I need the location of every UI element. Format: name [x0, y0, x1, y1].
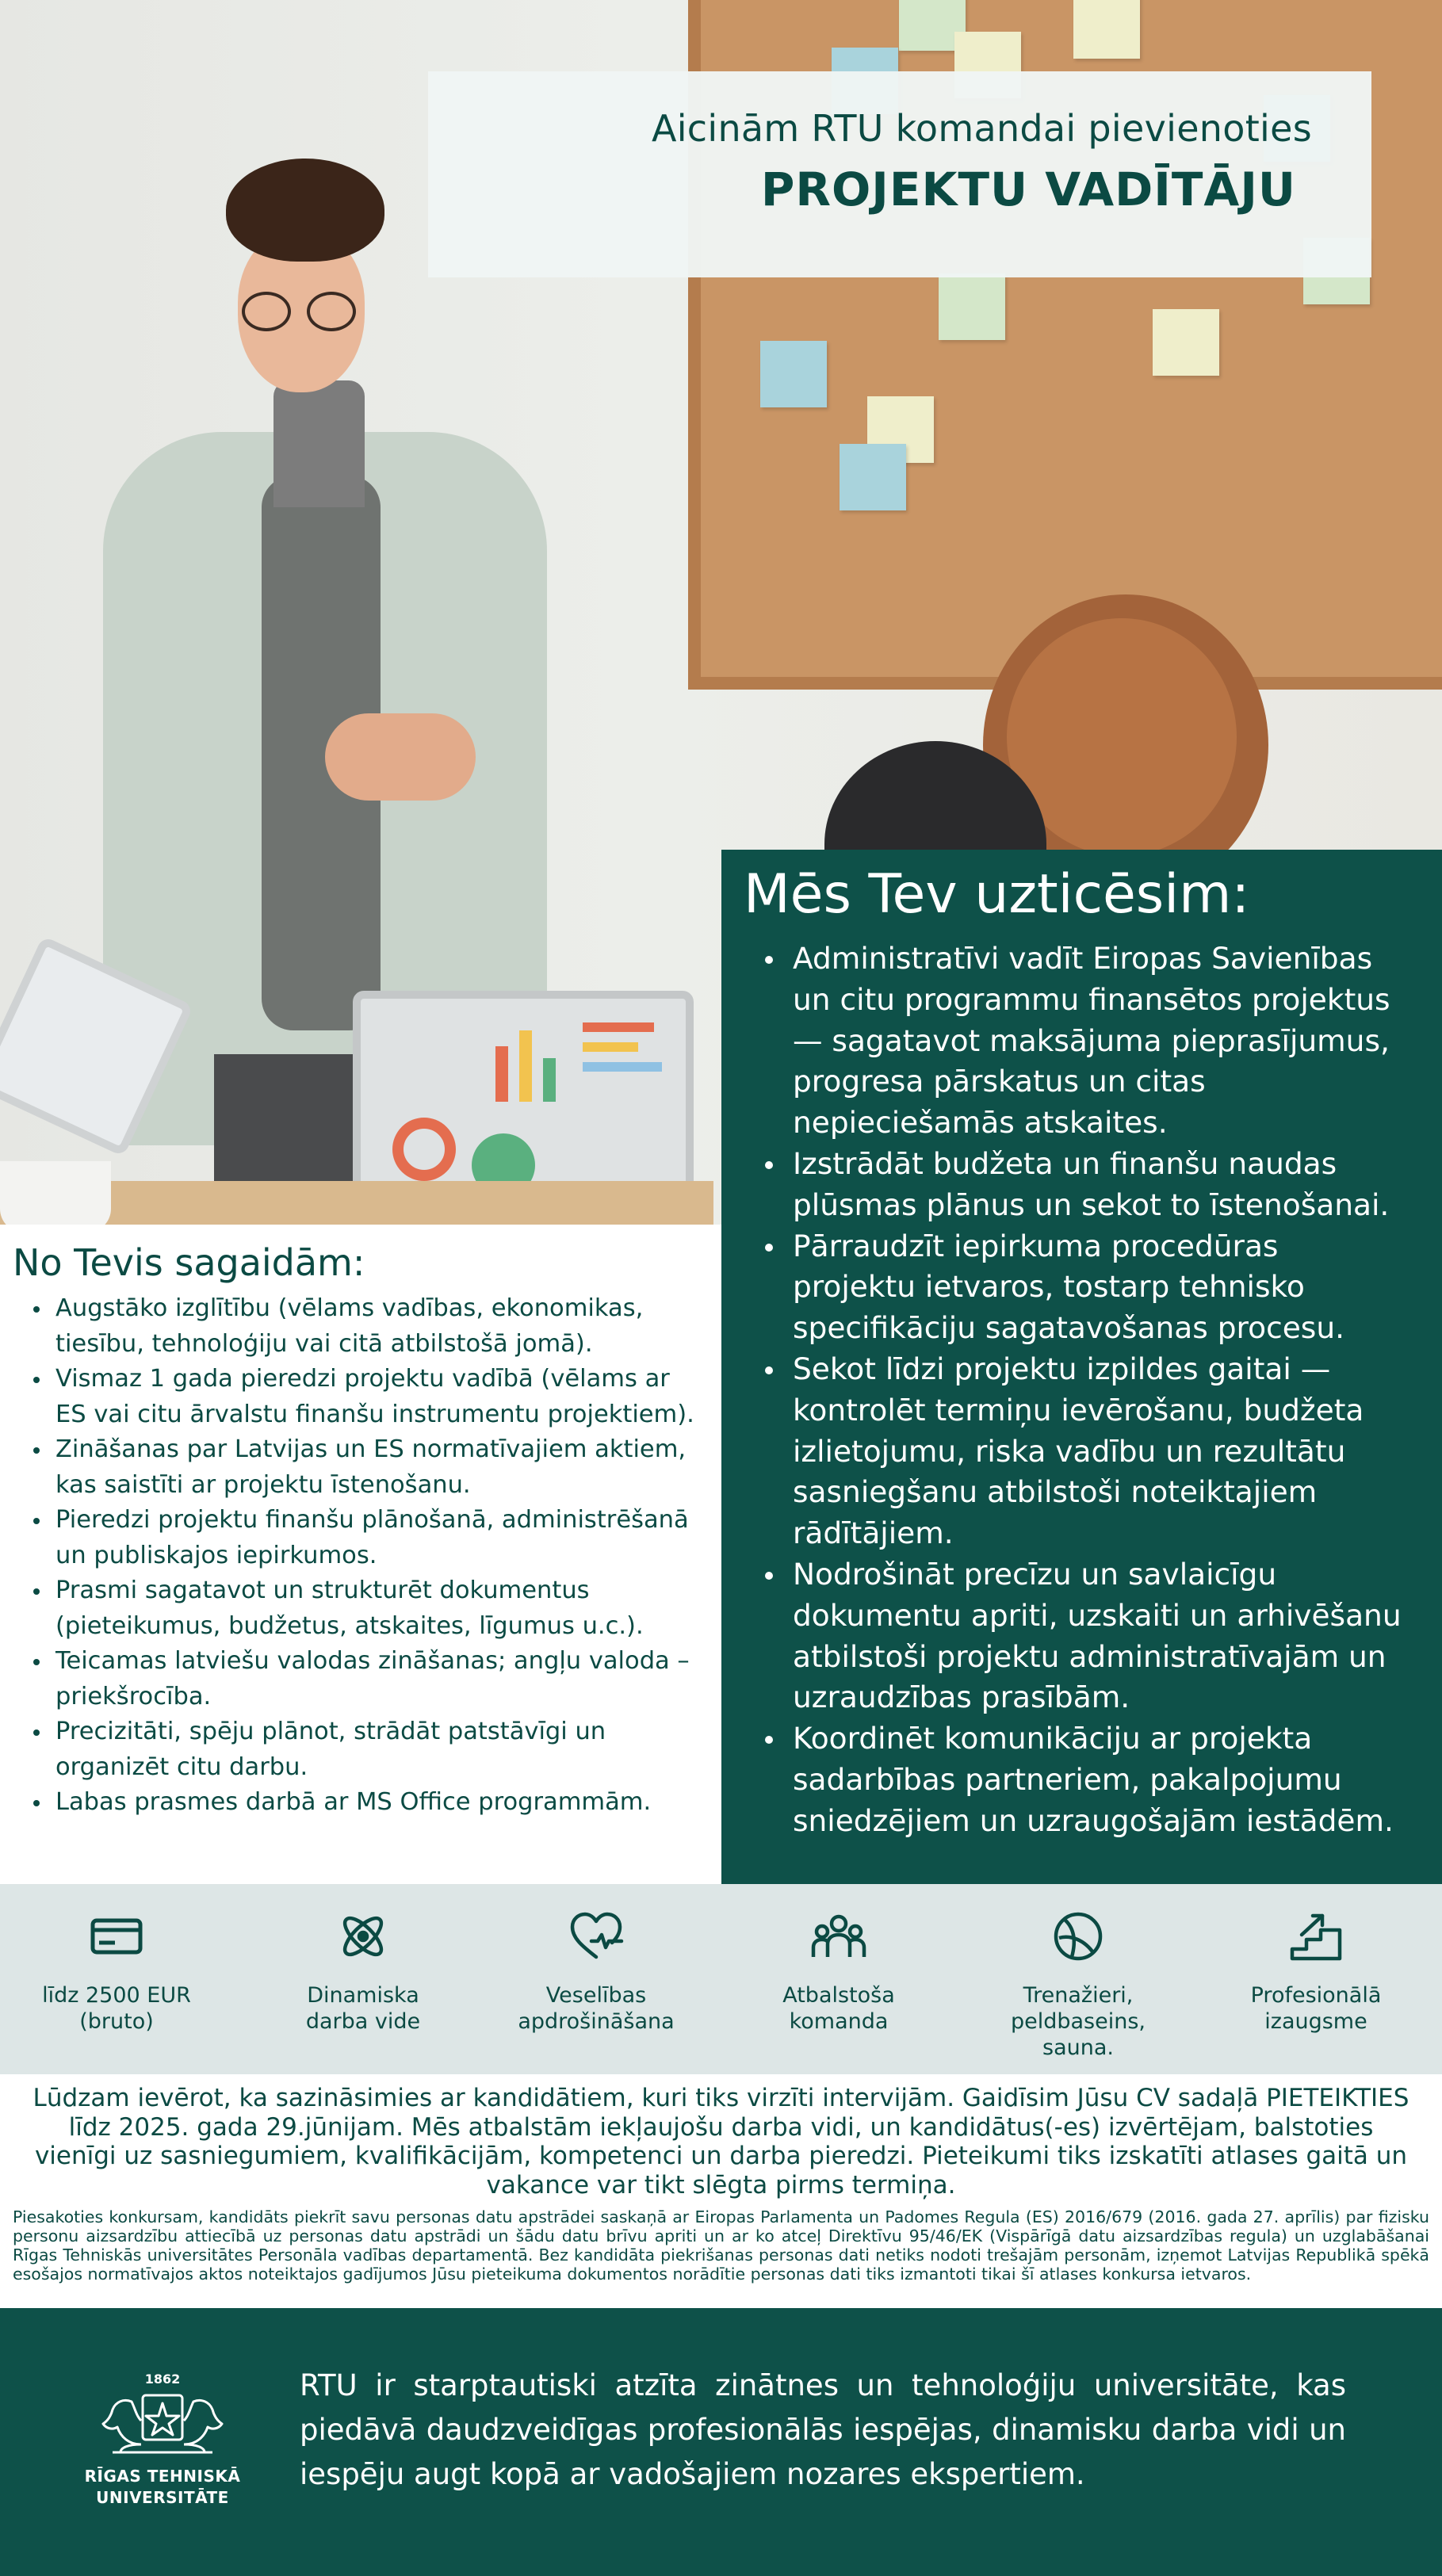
list-item: Koordinēt komunikāciju ar projekta sadarbības partneriem, pakalpojumu sniedzējiem un uzraugošajām iestādēm.	[793, 1718, 1410, 1841]
requirements-panel	[0, 1225, 721, 1884]
ball-icon	[1050, 1908, 1107, 1965]
benefit-sports: Trenažieri, peldbaseins, sauna.	[975, 1908, 1181, 2061]
heart-pulse-icon	[568, 1908, 625, 1965]
list-item: Sekot līdzi projektu izpildes gaitai — kontrolēt termiņu ievērošanu, budžeta izlietojumu, riska vadību un rezultātu sasniegšanu atbilstoši noteiktajiem rādītājiem.	[793, 1349, 1410, 1554]
benefit-environment: Dinamiska darba vide	[260, 1908, 466, 2035]
list-item: Administratīvi vadīt Eiropas Savienības un citu programmu finansētos projektus — sagatavot maksājuma pieprasījumus, progresa pārskatus un citas nepieciešamās atskaites.	[793, 938, 1410, 1144]
credit-card-icon	[88, 1908, 145, 1965]
list-item: Pieredzi projektu finanšu plānošanā, administrēšanā un publiskajos iepirkumos.	[55, 1503, 698, 1573]
logo-name-line1: RĪGAS TEHNISKĀ	[84, 2467, 241, 2486]
list-item: Augstāko izglītību (vēlams vadības, ekonomikas, tiesību, tehnoloģiju vai citā atbilstošā jomā).	[55, 1291, 698, 1362]
cup	[0, 1161, 111, 1225]
application-notice: Lūdzam ievērot, ka sazināsimies ar kandidātiem, kuri tiks virzīti intervijām. Gaidīsim Jūsu CV sadaļā PIETEIKTIES līdz 2025. gada 29.jūnijam. Mēs atbalstām iekļaujošu darba vidi, un kandidātus(-es) izvērtējam, balstoties vienīgi uz sasniegumiem, kvalifikācijām, kompetenci un darba pieredzi. Pieteikumi tiks izskatīti atlases gaitā un vakance var tikt slēgta pirms termiņa.	[33, 2084, 1409, 2200]
logo-name-line2: UNIVERSITĀTE	[96, 2488, 229, 2507]
notice-section	[0, 2074, 1442, 2308]
growth-stairs-icon	[1287, 1908, 1344, 1965]
list-item: Precizitāti, spēju plānot, strādāt patstāvīgi un organizēt citu darbu.	[55, 1714, 698, 1785]
benefit-growth: Profesionālā izaugsme	[1213, 1908, 1419, 2035]
requirements-list	[13, 1291, 698, 1821]
benefit-team: Atbalstoša komanda	[736, 1908, 942, 2035]
rtu-logo	[79, 2372, 246, 2510]
title-card	[428, 71, 1371, 277]
duties-panel	[721, 850, 1442, 1884]
logo-year: 1862	[144, 2372, 181, 2387]
list-item: Nodrošināt precīzu un savlaicīgu dokumentu apriti, uzskaiti un arhivēšanu atbilstoši projektu administratīvajām un uzraudzības prasībām.	[793, 1554, 1410, 1718]
list-item: Pārraudzīt iepirkuma procedūras projektu ietvaros, tostarp tehnisko specifikāciju sagatavošanas procesu.	[793, 1226, 1410, 1349]
benefits-band	[0, 1884, 1442, 2074]
list-item: Labas prasmes darbā ar MS Office programmām.	[55, 1785, 698, 1821]
footer	[0, 2308, 1442, 2576]
list-item: Teicamas latviešu valodas zināšanas; angļu valoda – priekšrocība.	[55, 1644, 698, 1714]
about-rtu: RTU ir starptautiski atzīta zinātnes un tehnoloģiju universitāte, kas piedāvā daudzveidīgas profesionālās iespējas, dinamisku darba vidi un iespēju augt kopā ar vadošajiem nozares ekspertiem.	[300, 2368, 1346, 2491]
privacy-fine-print: Piesakoties konkursam, kandidāts piekrīt savu personas datu apstrādei saskaņā ar Eiropas Parlamenta un Padomes Regula (ES) 2016/679 (2016. gada 27. aprīlis) par fizisku personu aizsardzību attiecībā uz personas datu apstrādi un šādu datu brīvu apriti un ar ko atceļ Direktīvu 95/46/EK (Vispārīgā datu aizsardzības regula) un uzglabāšanai Rīgas Tehniskās universitātes Personāla vadības departamentā. Bez kandidāta piekrišanas personas dati netiks nodoti trešajām personām, izņemot Latvijas Republikā spēkā esošajos normatīvajos aktos noteiktajos gadījumos Jūsu pieteikuma dokumentos norādītie personas dati tiks izmantoti tikai šī atlases konkursa ietvaros.	[13, 2207, 1429, 2284]
rtu-crest-icon	[97, 2389, 228, 2459]
title-line1: Aicinām RTU komandai pievienoties	[651, 107, 1312, 150]
list-item: Izstrādāt budžeta un finanšu naudas plūsmas plānus un sekot to īstenošanai.	[793, 1144, 1410, 1226]
requirements-heading: No Tevis sagaidām:	[13, 1241, 365, 1284]
job-title: PROJEKTU VADĪTĀJU	[760, 162, 1296, 216]
benefit-insurance: Veselības apdrošināšana	[493, 1908, 699, 2035]
duties-heading: Mēs Tev uzticēsim:	[744, 863, 1250, 926]
duties-list	[744, 938, 1410, 1842]
benefit-salary: līdz 2500 EUR (bruto)	[13, 1908, 220, 2035]
team-icon	[810, 1908, 867, 1965]
list-item: Prasmi sagatavot un strukturēt dokumentus (pieteikumus, budžetus, atskaites, līgumus u.c.).	[55, 1573, 698, 1644]
atom-icon	[335, 1908, 392, 1965]
list-item: Zināšanas par Latvijas un ES normatīvajiem aktiem, kas saistīti ar projektu īstenošanu.	[55, 1432, 698, 1503]
list-item: Vismaz 1 gada pieredzi projektu vadībā (vēlams ar ES vai citu ārvalstu finanšu instrumentu projektiem).	[55, 1362, 698, 1432]
